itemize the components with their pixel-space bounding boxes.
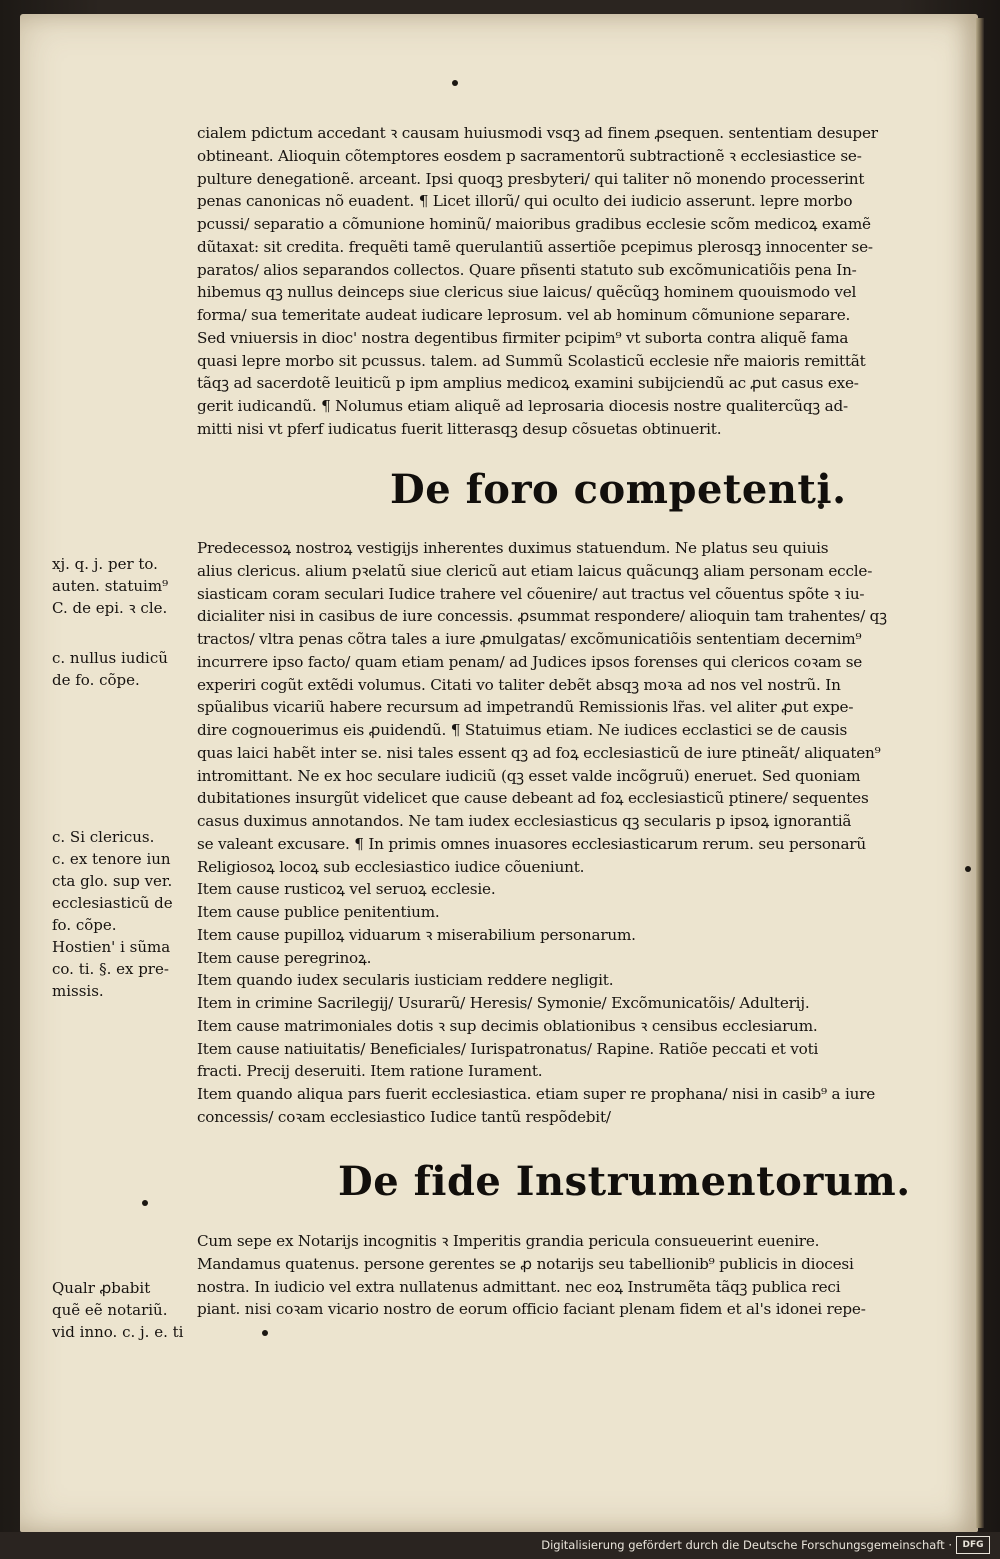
text-line: mitti nisi vt pferf iudicatus fuerit litterasqꝫ desup cõsuetas obtinuerit. bbox=[197, 419, 722, 438]
text-line: alius clericus. alium pꝛelatũ siue clericũ aut etiam laicus quãcunqꝫ aliam personam eccle- bbox=[197, 561, 873, 580]
text-line: tractos/ vltra penas cõtra tales a iure ꝓmulgatas/ excõmunicatiõis sententiam decernim⁹ bbox=[197, 630, 862, 648]
text-line: dubitationes insurgũt videlicet que cause debeant ad foꝝ ecclesiasticũ ptinere/ sequentes bbox=[197, 789, 869, 808]
text-line: paratos/ alios separandos collectos. Quare pñsenti statuto sub excõmunicatiõis pena In- bbox=[197, 260, 857, 279]
text-line: incurrere ipso facto/ quam etiam penam/ ad Judices ipsos forenses qui clericos coꝛam se bbox=[197, 652, 863, 671]
text-line: Item quando aliqua pars fuerit ecclesiastica. etiam super re prophana/ nisi in casib⁹ a iure bbox=[197, 1085, 876, 1103]
text-line: quas laici habẽt inter se. nisi tales essent qꝫ ad foꝝ ecclesiasticũ de iure ptineãt/ aliquaten⁹ bbox=[197, 743, 881, 762]
section-heading-fide-instrumentorum: De fide Instrumentorum. bbox=[338, 1158, 911, 1205]
text-line: hibemus qꝫ nullus deinceps siue clericus siue laicus/ quẽcũqꝫ hominem quouismodo vel bbox=[197, 283, 857, 302]
text-line: concessis/ coꝛam ecclesiastico Iudice tantũ respõdebit/ bbox=[197, 1107, 611, 1126]
marginal-line: de fo. cõpe. bbox=[52, 671, 140, 689]
text-line: Mandamus quatenus. persone gerentes se ꝓ notarijs seu tabellionib⁹ publicis in diocesi bbox=[197, 1254, 854, 1273]
marginal-line: c. Si clericus. bbox=[52, 828, 155, 846]
middle-text-block bbox=[197, 537, 947, 1129]
ink-dot bbox=[262, 1330, 268, 1336]
text-line: tãqꝫ ad sacerdotẽ leuiticũ p ipm amplius medicoꝝ examini subijciendũ ac ꝓut casus exe- bbox=[197, 374, 859, 393]
page-edge bbox=[976, 18, 984, 1528]
text-line: spũalibus vicariũ habere recursum ad impetrandũ Remissionis lr̃as. vel aliter ꝓut expe- bbox=[197, 698, 854, 717]
text-line: Item cause peregrinoꝝ. bbox=[197, 948, 372, 967]
top-text-block bbox=[197, 122, 947, 441]
text-line: Item cause matrimoniales dotis ꝛ sup decimis oblationibus ꝛ censibus ecclesiarum. bbox=[197, 1016, 818, 1035]
text-line: Item cause rusticoꝝ vel seruoꝝ ecclesie. bbox=[197, 880, 496, 899]
text-line: Religiosoꝝ locoꝝ sub ecclesiastico iudice cõueniunt. bbox=[197, 857, 585, 876]
marginal-line: missis. bbox=[52, 982, 104, 1000]
dfg-logo: DFG bbox=[956, 1536, 990, 1554]
text-line: piant. nisi coꝛam vicario nostro de eorum officio faciant plenam fidem et al's idonei repe- bbox=[197, 1300, 866, 1319]
bottom-text-block bbox=[197, 1230, 947, 1321]
text-line: quasi lepre morbo sit pcussus. talem. ad Summũ Scolasticũ ecclesie nr̃e maioris remittãt bbox=[197, 351, 866, 370]
text-line: fracti. Precij deseruiti. Item ratione Iurament. bbox=[197, 1062, 543, 1081]
marginal-line: vid inno. c. j. e. ti bbox=[52, 1323, 184, 1341]
marginal-line: ecclesiasticũ de bbox=[52, 894, 173, 912]
ink-dot bbox=[142, 1200, 148, 1206]
marginal-line: c. ex tenore iun bbox=[52, 850, 171, 868]
text-line: dire cognouerimus eis ꝓuidendũ. ¶ Statuimus etiam. Ne iudices ecclastici se de causis bbox=[197, 721, 848, 739]
marginal-line: co. ti. §. ex pre- bbox=[52, 960, 169, 978]
text-line: cialem pdictum accedant ꝛ causam huiusmodi vsqꝫ ad finem ꝓsequen. sententiam desuper bbox=[197, 124, 878, 142]
ink-dot bbox=[452, 80, 458, 86]
section-heading-foro-competenti: De foro competenti. bbox=[390, 466, 847, 513]
text-line: gerit iudicandũ. ¶ Nolumus etiam aliquẽ ad leprosaria diocesis nostre qualitercũqꝫ ad- bbox=[197, 397, 848, 415]
text-line: penas canonicas nõ euadent. ¶ Licet illorũ/ qui oculto dei iudicio asserunt. lepre morbo bbox=[197, 192, 853, 211]
text-line: pulture denegationẽ. arceant. Ipsi quoqꝫ presbyteri/ qui taliter nõ monendo processerint bbox=[197, 169, 865, 188]
marginal-line: quẽ eẽ notariũ. bbox=[52, 1301, 168, 1319]
marginal-line: xj. q. j. per to. bbox=[52, 555, 158, 573]
marginal-line: C. de epi. ꝛ cle. bbox=[52, 599, 168, 617]
text-line: Item cause pupilloꝝ viduarum ꝛ miserabilium personarum. bbox=[197, 925, 636, 944]
marginal-note bbox=[52, 553, 168, 619]
text-line: Item cause natiuitatis/ Beneficiales/ Iurispatronatus/ Rapine. Ratiõe peccati et voti bbox=[197, 1039, 819, 1058]
marginal-note bbox=[52, 1277, 183, 1343]
text-line: Sed vniuersis in dioc' nostra degentibus firmiter pcipim⁹ vt suborta contra aliquẽ fama bbox=[197, 328, 849, 347]
text-line: dũtaxat: sit credita. frequẽti tamẽ querulantiũ assertiõe pcepimus plerosqꝫ innocenter se- bbox=[197, 237, 873, 256]
marginal-line: Hostien' i sũma bbox=[52, 938, 171, 956]
ink-dot bbox=[965, 866, 971, 872]
marginal-line: auten. statuim⁹ bbox=[52, 577, 169, 595]
text-line: obtineant. Alioquin cõtemptores eosdem p sacramentorũ subtractionẽ ꝛ ecclesiastice se- bbox=[197, 146, 862, 165]
text-line: nostra. In iudicio vel extra nullatenus admittant. nec eoꝝ Instrumẽta tãqꝫ publica reci bbox=[197, 1277, 841, 1296]
text-line: se valeant excusare. ¶ In primis omnes inuasores ecclesiasticarum rerum. seu personarũ bbox=[197, 834, 866, 853]
marginal-line: fo. cõpe. bbox=[52, 916, 117, 934]
text-line: intromittant. Ne ex hoc seculare iudiciũ (qꝫ esset valde incõgruũ) eneruet. Sed quoniam bbox=[197, 766, 861, 785]
text-line: Cum sepe ex Notarijs incognitis ꝛ Imperitis grandia pericula consueuerint euenire. bbox=[197, 1232, 820, 1250]
footer-credit: Digitalisierung gefördert durch die Deutsche Forschungsgemeinschaft · bbox=[541, 1538, 952, 1552]
text-line: Predecessoꝝ nostroꝝ vestigijs inherentes duximus statuendum. Ne platus seu quiuis bbox=[197, 539, 829, 557]
text-line: casus duximus annotandos. Ne tam iudex ecclesiasticus qꝫ secularis p ipsoꝝ ignorantiã bbox=[197, 812, 852, 830]
marginal-note bbox=[52, 647, 168, 691]
marginal-line: cta glo. sup ver. bbox=[52, 872, 173, 890]
marginal-note bbox=[52, 826, 173, 1002]
text-line: forma/ sua temeritate audeat iudicare leprosum. vel ab hominum cõmunione separare. bbox=[197, 306, 851, 324]
marginal-line: c. nullus iudicũ bbox=[52, 649, 168, 667]
text-line: dicialiter nisi in casibus de iure concessis. ꝓsummat respondere/ alioquin tam trahentes/ qꝫ bbox=[197, 607, 887, 626]
text-line: experiri cogũt extẽdi volumus. Citati vo taliter debẽt absqꝫ moꝛa ad nos vel nostrũ. In bbox=[197, 675, 841, 694]
text-line: pcussi/ separatio a cõmunione hominũ/ maioribus gradibus ecclesie scõm medicoꝝ examẽ bbox=[197, 215, 871, 233]
marginal-line: Qualr ꝓbabit bbox=[52, 1279, 151, 1297]
text-line: Item quando iudex secularis iusticiam reddere negligit. bbox=[197, 971, 614, 990]
text-line: Item in crimine Sacrilegij/ Usurarũ/ Heresis/ Symonie/ Excõmunicatõis/ Adulterij. bbox=[197, 994, 810, 1012]
text-line: Item cause publice penitentium. bbox=[197, 903, 440, 921]
text-line: siasticam coram seculari Iudice trahere vel cõuenire/ aut tractus vel cõuentus spõte ꝛ iu- bbox=[197, 584, 865, 603]
